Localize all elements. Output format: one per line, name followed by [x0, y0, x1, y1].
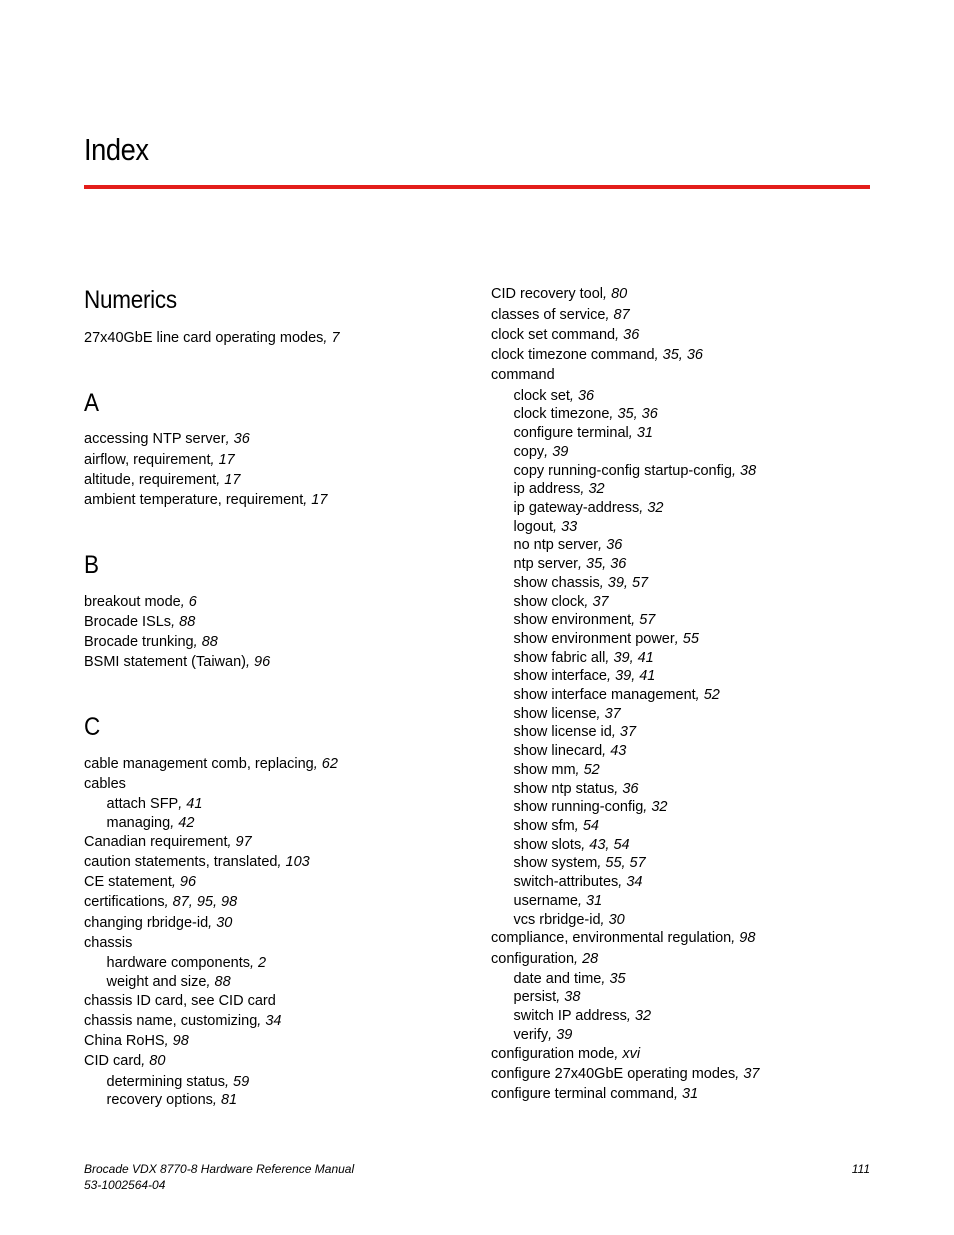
- index-term: 27x40GbE line card operating modes: [84, 330, 324, 346]
- page-reference: 42: [178, 815, 195, 831]
- index-entry: [491, 366, 555, 384]
- index-subentry: show slots, 43, 54: [513, 837, 630, 853]
- index-term: BSMI statement (Taiwan): [84, 654, 246, 670]
- page-reference: 98: [172, 1033, 189, 1049]
- page-title: Index: [84, 132, 149, 167]
- page-reference: 39: [552, 444, 569, 460]
- index-subentry: persist, 38: [513, 989, 581, 1005]
- page-reference: 38: [740, 463, 757, 479]
- index-entry: chassis name, customizing, 34: [84, 1013, 282, 1029]
- index-term: show ntp status: [513, 781, 615, 797]
- index-term: show linecard: [513, 743, 603, 759]
- index-entry: [84, 775, 126, 793]
- index-subentry: show fabric all, 39, 41: [513, 650, 654, 666]
- index-subentry: clock timezone, 35, 36: [513, 406, 658, 422]
- page-reference: 31: [682, 1086, 699, 1102]
- page-reference: 2: [258, 955, 267, 971]
- index-entry: classes of service, 87: [491, 307, 630, 323]
- index-term: logout: [513, 519, 554, 535]
- section-heading: A: [84, 389, 99, 417]
- index-subentry: weight and size, 88: [106, 974, 231, 990]
- index-term: show fabric all: [513, 650, 606, 666]
- section-heading: B: [84, 551, 99, 579]
- section-heading: Numerics: [84, 286, 177, 314]
- page-reference: 52: [583, 762, 600, 778]
- page-reference: 39, 41: [615, 668, 656, 684]
- index-term: classes of service: [491, 307, 606, 323]
- index-subentry: determining status, 59: [106, 1074, 250, 1090]
- page-reference: 39, 41: [613, 650, 654, 666]
- index-subentry: verify, 39: [513, 1027, 573, 1043]
- index-subentry: attach SFP, 41: [106, 796, 203, 812]
- page-reference: 88: [201, 634, 218, 650]
- index-term: ip gateway-address: [513, 500, 640, 516]
- index-entry: configuration, 28: [491, 951, 599, 967]
- index-term: vcs rbridge-id: [513, 912, 601, 928]
- index-term: breakout mode: [84, 594, 181, 610]
- page-reference: 96: [179, 874, 197, 890]
- index-subentry: show linecard, 43: [513, 743, 627, 759]
- index-subentry: copy running-config startup-config, 38: [513, 463, 757, 479]
- index-term: configure terminal: [513, 425, 629, 441]
- page-reference: 88: [214, 974, 231, 990]
- page-reference: 36: [233, 431, 250, 447]
- page-reference: 31: [636, 425, 653, 441]
- page-reference: 30: [608, 912, 625, 928]
- footer-page-number: 111: [851, 1162, 870, 1176]
- index-entry: configuration mode, xvi: [491, 1046, 641, 1062]
- index-term: certifications: [84, 894, 165, 910]
- index-term: chassis name, customizing: [84, 1013, 258, 1029]
- index-term: no ntp server: [513, 537, 599, 553]
- index-term: switch IP address: [513, 1008, 627, 1024]
- index-subentry: show environment power, 55: [513, 631, 699, 647]
- page-reference: 36: [577, 388, 595, 404]
- page-reference: 96: [254, 654, 271, 670]
- page-reference: 52: [703, 687, 720, 703]
- page-reference: 80: [149, 1053, 166, 1069]
- index-subentry: username, 31: [513, 893, 603, 909]
- page-reference: 103: [285, 854, 310, 870]
- index-subentry: show interface, 39, 41: [513, 668, 656, 684]
- index-subentry: show clock, 37: [513, 594, 609, 610]
- page-reference: 55: [682, 631, 699, 647]
- index-entry: 27x40GbE line card operating modes, 7: [84, 330, 340, 346]
- index-term: show license id: [513, 724, 612, 740]
- index-subentry: logout, 33: [513, 519, 578, 535]
- page-reference: 80: [611, 286, 628, 302]
- index-subentry: managing, 42: [106, 815, 195, 831]
- index-term: show environment: [513, 612, 632, 628]
- index-entry: CE statement, 96: [84, 874, 197, 890]
- page-reference: 32: [647, 500, 664, 516]
- page-reference: 62: [321, 756, 338, 772]
- index-subentry: show license id, 37: [513, 724, 637, 740]
- index-subentry: show interface management, 52: [513, 687, 720, 703]
- index-term: configure 27x40GbE operating modes: [491, 1066, 736, 1082]
- index-term: Brocade trunking: [84, 634, 194, 650]
- page-reference: 34: [265, 1013, 282, 1029]
- index-term: clock set: [513, 388, 570, 404]
- page-reference: 54: [582, 818, 599, 834]
- index-term: command: [491, 367, 555, 383]
- page-reference: 39: [556, 1027, 573, 1043]
- index-entry: BSMI statement (Taiwan), 96: [84, 654, 271, 670]
- index-term: show mm: [513, 762, 576, 778]
- index-term: weight and size: [106, 974, 207, 990]
- index-term: clock set command: [491, 327, 616, 343]
- page-reference: 17: [218, 452, 235, 468]
- index-entry: certifications, 87, 95, 98: [84, 894, 238, 910]
- index-term: verify: [513, 1027, 549, 1043]
- index-term: clock timezone: [513, 406, 610, 422]
- index-term: changing rbridge-id: [84, 915, 209, 931]
- index-entry: CID recovery tool, 80: [491, 286, 628, 302]
- index-term: China RoHS: [84, 1033, 165, 1049]
- page-reference: 37: [592, 594, 609, 610]
- index-term: copy: [513, 444, 545, 460]
- index-entry: Brocade trunking, 88: [84, 634, 218, 650]
- page-reference: 81: [220, 1092, 238, 1108]
- index-term: managing: [106, 815, 171, 831]
- index-term: show running-config: [513, 799, 644, 815]
- index-entry: accessing NTP server, 36: [84, 431, 250, 447]
- index-subentry: recovery options, 81: [106, 1092, 238, 1108]
- page-reference: 35, 36: [586, 556, 627, 572]
- index-term: cable management comb, replacing: [84, 756, 314, 772]
- page-reference: xvi: [622, 1046, 641, 1062]
- page-reference: 32: [634, 1008, 652, 1024]
- index-term: airflow, requirement: [84, 452, 211, 468]
- index-term: cables: [84, 776, 126, 792]
- index-term: chassis ID card, see CID card: [84, 993, 276, 1009]
- footer-doc-number: 53-1002564-04: [84, 1178, 166, 1192]
- index-entry: breakout mode, 6: [84, 594, 197, 610]
- index-subentry: show mm, 52: [513, 762, 600, 778]
- page-reference: 88: [179, 614, 196, 630]
- index-term: determining status: [106, 1074, 225, 1090]
- index-term: hardware components: [106, 955, 250, 971]
- index-term: show interface: [513, 668, 607, 684]
- index-term: ntp server: [513, 556, 578, 572]
- page-reference: 17: [311, 492, 328, 508]
- index-entry: clock timezone command, 35, 36: [491, 347, 703, 363]
- index-subentry: ip address, 32: [513, 481, 605, 497]
- page-reference: 38: [564, 989, 581, 1005]
- page-reference: 34: [626, 874, 643, 890]
- page-reference: 7: [331, 330, 340, 346]
- index-entry: ambient temperature, requirement, 17: [84, 492, 328, 508]
- page-reference: 28: [582, 951, 599, 967]
- page-reference: 55, 57: [605, 855, 646, 871]
- index-term: ip address: [513, 481, 581, 497]
- index-term: compliance, environmental regulation: [491, 930, 732, 946]
- index-term: chassis: [84, 935, 133, 951]
- index-term: altitude, requirement: [84, 472, 217, 488]
- page-reference: 37: [619, 724, 637, 740]
- index-term: switch-attributes: [513, 874, 619, 890]
- index-subentry: show environment, 57: [513, 612, 656, 628]
- page-reference: 97: [235, 834, 252, 850]
- index-subentry: show system, 55, 57: [513, 855, 646, 871]
- index-subentry: show chassis, 39, 57: [513, 575, 649, 591]
- page-reference: 36: [623, 327, 640, 343]
- index-entry: configure terminal command, 31: [491, 1086, 699, 1102]
- index-subentry: switch IP address, 32: [513, 1008, 652, 1024]
- index-subentry: date and time, 35: [513, 971, 626, 987]
- index-subentry: show running-config, 32: [513, 799, 668, 815]
- page-reference: 33: [561, 519, 578, 535]
- page-reference: 32: [588, 481, 605, 497]
- page-reference: 41: [186, 796, 203, 812]
- index-entry: [84, 934, 132, 952]
- index-term: Brocade ISLs: [84, 614, 172, 630]
- index-entry: [84, 992, 276, 1010]
- index-subentry: copy, 39: [513, 444, 569, 460]
- index-entry: changing rbridge-id, 30: [84, 915, 233, 931]
- index-subentry: ip gateway-address, 32: [513, 500, 664, 516]
- index-subentry: show license, 37: [513, 706, 621, 722]
- index-term: CE statement: [84, 874, 172, 890]
- index-subentry: no ntp server, 36: [513, 537, 623, 553]
- index-entry: Brocade ISLs, 88: [84, 614, 196, 630]
- index-subentry: show ntp status, 36: [513, 781, 639, 797]
- index-term: show system: [513, 855, 598, 871]
- index-subentry: clock set, 36: [513, 388, 595, 404]
- index-term: CID card: [84, 1053, 142, 1069]
- index-term: show environment power: [513, 631, 675, 647]
- index-subentry: show sfm, 54: [513, 818, 599, 834]
- index-term: username: [513, 893, 578, 909]
- index-entry: altitude, requirement, 17: [84, 472, 241, 488]
- page-reference: 57: [639, 612, 656, 628]
- page-reference: 43: [610, 743, 627, 759]
- index-entry: CID card, 80: [84, 1053, 166, 1069]
- page-reference: 87: [613, 307, 630, 323]
- footer-manual-title: Brocade VDX 8770-8 Hardware Reference Manual: [84, 1162, 355, 1176]
- page-reference: 17: [224, 472, 241, 488]
- page-reference: 37: [743, 1066, 760, 1082]
- page-reference: 59: [233, 1074, 250, 1090]
- page-reference: 39, 57: [607, 575, 649, 591]
- index-subentry: switch-attributes, 34: [513, 874, 643, 890]
- page-reference: 87, 95, 98: [172, 894, 238, 910]
- section-heading: C: [84, 713, 100, 741]
- page-reference: 35, 36: [662, 347, 703, 363]
- index-term: show sfm: [513, 818, 575, 834]
- index-term: CID recovery tool: [491, 286, 604, 302]
- index-term: configure terminal command: [491, 1086, 674, 1102]
- index-term: caution statements, translated: [84, 854, 278, 870]
- index-term: configuration mode: [491, 1046, 615, 1062]
- index-subentry: configure terminal, 31: [513, 425, 653, 441]
- index-entry: configure 27x40GbE operating modes, 37: [491, 1066, 760, 1082]
- page-reference: 36: [606, 537, 623, 553]
- page-reference: 36: [622, 781, 639, 797]
- page-reference: 32: [651, 799, 668, 815]
- index-term: copy running-config startup-config: [513, 463, 732, 479]
- page-reference: 43, 54: [589, 837, 630, 853]
- index-entry: caution statements, translated, 103: [84, 854, 310, 870]
- page-reference: 37: [604, 706, 621, 722]
- page-reference: 30: [216, 915, 233, 931]
- page-reference: 31: [586, 893, 603, 909]
- index-term: Canadian requirement: [84, 834, 228, 850]
- page-reference: 35, 36: [617, 406, 658, 422]
- index-entry: airflow, requirement, 17: [84, 452, 235, 468]
- index-term: show license: [513, 706, 597, 722]
- index-entry: China RoHS, 98: [84, 1033, 189, 1049]
- page-reference: 6: [188, 594, 197, 610]
- index-entry: clock set command, 36: [491, 327, 640, 343]
- index-entry: cable management comb, replacing, 62: [84, 756, 338, 772]
- index-entry: compliance, environmental regulation, 98: [491, 930, 756, 946]
- index-term: accessing NTP server: [84, 431, 226, 447]
- page-reference: 35: [609, 971, 626, 987]
- page-reference: 98: [739, 930, 756, 946]
- index-subentry: hardware components, 2: [106, 955, 267, 971]
- index-term: configuration: [491, 951, 575, 967]
- index-entry: Canadian requirement, 97: [84, 834, 252, 850]
- index-term: show clock: [513, 594, 585, 610]
- title-rule: [84, 185, 870, 189]
- index-term: show slots: [513, 837, 582, 853]
- index-term: date and time: [513, 971, 602, 987]
- index-term: ambient temperature, requirement: [84, 492, 304, 508]
- index-term: attach SFP: [106, 796, 179, 812]
- index-term: show chassis: [513, 575, 600, 591]
- index-subentry: ntp server, 35, 36: [513, 556, 627, 572]
- index-subentry: vcs rbridge-id, 30: [513, 912, 625, 928]
- index-term: show interface management: [513, 687, 696, 703]
- index-term: clock timezone command: [491, 347, 655, 363]
- index-term: persist: [513, 989, 557, 1005]
- index-term: recovery options: [106, 1092, 213, 1108]
